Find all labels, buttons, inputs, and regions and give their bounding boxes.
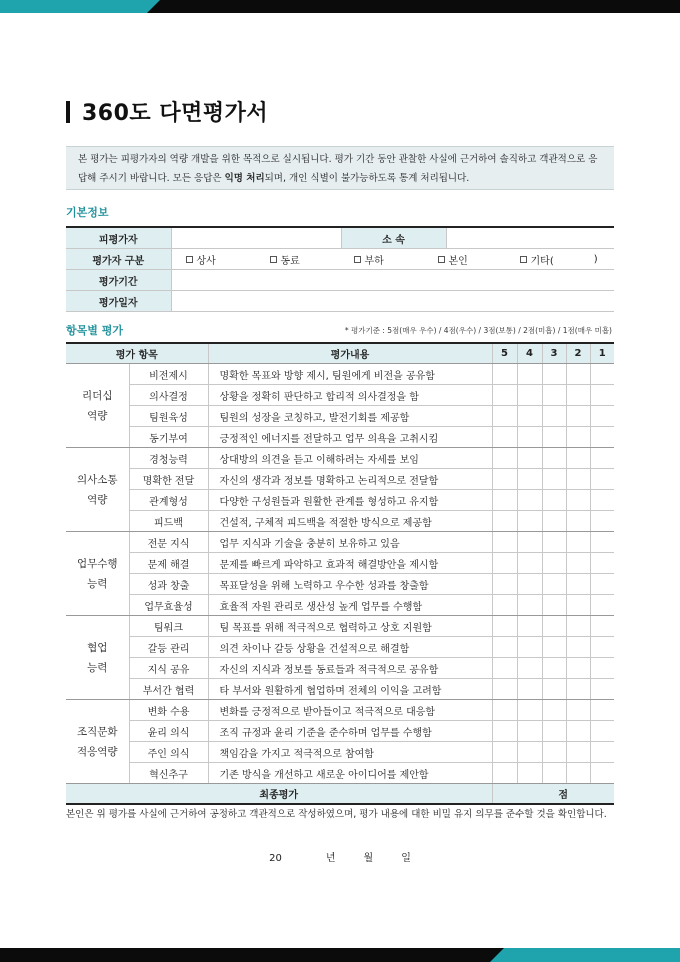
category-cell	[66, 364, 129, 448]
item-content: 타 부서와 원활하게 협업하며 전체의 이익을 고려함	[208, 679, 492, 700]
table-row	[66, 700, 614, 721]
signature-date	[0, 849, 680, 864]
score-cell-5[interactable]	[492, 637, 517, 658]
score-cell-3[interactable]	[542, 742, 566, 763]
score-cell-1[interactable]	[590, 511, 614, 532]
item-label: 변화 수용	[129, 700, 208, 721]
item-label: 경청능력	[129, 448, 208, 469]
item-content: 문제를 빠르게 파악하고 효과적 해결방안을 제시함	[208, 553, 492, 574]
table-row	[66, 763, 614, 784]
evaluator-option-self[interactable]: 본인	[438, 252, 520, 267]
item-content: 효율적 자원 관리로 생산성 높게 업무를 수행함	[208, 595, 492, 616]
item-label: 주인 의식	[129, 742, 208, 763]
item-content: 책임감을 가지고 적극적으로 참여함	[208, 742, 492, 763]
score-cell-1[interactable]	[590, 700, 614, 721]
score-cell-4[interactable]	[517, 406, 542, 427]
score-cell-1[interactable]	[590, 448, 614, 469]
evaluator-type-label: 평가자 구분	[66, 249, 171, 270]
header-score-5: 5	[492, 343, 517, 364]
intro-text-2: 되며, 개인 식별이 불가능하도록 통계 처리됩니다.	[264, 173, 470, 184]
period-label: 평가기간	[66, 270, 171, 291]
header-score-3: 3	[542, 343, 566, 364]
score-cell-4[interactable]	[517, 448, 542, 469]
score-cell-2[interactable]	[566, 511, 590, 532]
item-content: 자신의 지식과 정보를 동료들과 적극적으로 공유함	[208, 658, 492, 679]
score-cell-3[interactable]	[542, 658, 566, 679]
table-row	[66, 679, 614, 700]
top-decor-bar	[0, 0, 680, 13]
score-cell-5[interactable]	[492, 679, 517, 700]
score-cell-5[interactable]	[492, 742, 517, 763]
table-row	[66, 427, 614, 448]
table-row	[66, 658, 614, 679]
score-cell-1[interactable]	[590, 490, 614, 511]
score-cell-4[interactable]	[517, 364, 542, 385]
category-label: 협업	[87, 641, 108, 654]
score-cell-2[interactable]	[566, 763, 590, 784]
checkbox-icon[interactable]	[270, 256, 277, 263]
item-content: 긍정적인 에너지를 전달하고 업무 의욕을 고취시킴	[208, 427, 492, 448]
item-label: 성과 창출	[129, 574, 208, 595]
score-cell-1[interactable]	[590, 427, 614, 448]
item-content: 의견 차이나 갈등 상황을 건설적으로 해결함	[208, 637, 492, 658]
score-cell-5[interactable]	[492, 721, 517, 742]
score-cell-2[interactable]	[566, 742, 590, 763]
item-label: 윤리 의식	[129, 721, 208, 742]
category-label: 의사소통	[76, 473, 118, 486]
header-score-1: 1	[590, 343, 614, 364]
item-content: 명확한 목표와 방향 제시, 팀원에게 비전을 공유함	[208, 364, 492, 385]
score-cell-1[interactable]	[590, 658, 614, 679]
final-evaluation-unit[interactable]: 점	[492, 784, 614, 805]
score-cell-4[interactable]	[517, 658, 542, 679]
basic-info-heading: 기본정보	[66, 206, 109, 219]
score-cell-1[interactable]	[590, 595, 614, 616]
score-cell-3[interactable]	[542, 511, 566, 532]
item-label: 의사결정	[129, 385, 208, 406]
score-cell-4[interactable]	[517, 532, 542, 553]
score-cell-4[interactable]	[517, 742, 542, 763]
score-cell-1[interactable]	[590, 469, 614, 490]
item-content: 건설적, 구체적 피드백을 적절한 방식으로 제공함	[208, 511, 492, 532]
score-cell-5[interactable]	[492, 595, 517, 616]
category-label: 조직문화	[76, 725, 118, 738]
table-row	[66, 406, 614, 427]
category-cell	[66, 448, 129, 532]
score-cell-5[interactable]	[492, 364, 517, 385]
item-label: 팀워크	[129, 616, 208, 637]
item-label: 관계형성	[129, 490, 208, 511]
item-label: 문제 해결	[129, 553, 208, 574]
score-cell-4[interactable]	[517, 763, 542, 784]
item-label: 팀원육성	[129, 406, 208, 427]
category-label: 능력	[87, 661, 108, 674]
score-cell-4[interactable]	[517, 511, 542, 532]
score-cell-1[interactable]	[590, 721, 614, 742]
score-cell-2[interactable]	[566, 427, 590, 448]
score-cell-4[interactable]	[517, 616, 542, 637]
checkbox-icon[interactable]	[520, 256, 527, 263]
title-marker	[66, 101, 70, 123]
score-cell-3[interactable]	[542, 637, 566, 658]
score-cell-2[interactable]	[566, 721, 590, 742]
score-cell-5[interactable]	[492, 700, 517, 721]
table-row	[66, 574, 614, 595]
score-cell-2[interactable]	[566, 658, 590, 679]
score-cell-2[interactable]	[566, 406, 590, 427]
header-content: 평가내용	[208, 343, 492, 364]
score-cell-5[interactable]	[492, 553, 517, 574]
score-cell-4[interactable]	[517, 595, 542, 616]
basic-info-table	[66, 226, 614, 312]
evaluator-option-subordinate[interactable]: 부하	[354, 252, 438, 267]
score-cell-5[interactable]	[492, 448, 517, 469]
evaluator-type-options	[171, 249, 614, 270]
score-cell-2[interactable]	[566, 679, 590, 700]
item-content: 목표달성을 위해 노력하고 우수한 성과를 창출함	[208, 574, 492, 595]
checkbox-icon[interactable]	[354, 256, 361, 263]
score-cell-4[interactable]	[517, 553, 542, 574]
score-cell-4[interactable]	[517, 721, 542, 742]
final-evaluation-label: 최종평가	[66, 784, 492, 805]
date-label: 평가일자	[66, 291, 171, 312]
score-cell-1[interactable]	[590, 364, 614, 385]
category-label: 역량	[87, 409, 108, 422]
score-cell-5[interactable]	[492, 490, 517, 511]
evaluatee-field[interactable]	[171, 227, 341, 249]
item-label: 전문 지식	[129, 532, 208, 553]
score-cell-1[interactable]	[590, 637, 614, 658]
period-field[interactable]	[171, 270, 614, 291]
score-cell-2[interactable]	[566, 595, 590, 616]
table-row	[66, 616, 614, 637]
table-row	[66, 490, 614, 511]
date-year-label: 년	[325, 853, 336, 864]
header-item: 평가 항목	[66, 343, 208, 364]
date-day-label: 일	[401, 853, 411, 864]
score-cell-4[interactable]	[517, 427, 542, 448]
table-row	[66, 595, 614, 616]
table-row	[66, 511, 614, 532]
table-row	[66, 448, 614, 469]
evaluator-option-boss[interactable]: 상사	[186, 252, 270, 267]
score-cell-3[interactable]	[542, 427, 566, 448]
score-cell-5[interactable]	[492, 532, 517, 553]
score-cell-1[interactable]	[590, 679, 614, 700]
score-cell-1[interactable]	[590, 763, 614, 784]
score-cell-3[interactable]	[542, 553, 566, 574]
item-label: 비전제시	[129, 364, 208, 385]
score-cell-2[interactable]	[566, 574, 590, 595]
item-content: 팀원의 성장을 코칭하고, 발전기회를 제공함	[208, 406, 492, 427]
score-cell-4[interactable]	[517, 469, 542, 490]
score-cell-3[interactable]	[542, 385, 566, 406]
score-cell-3[interactable]	[542, 406, 566, 427]
evaluation-table	[66, 342, 614, 805]
score-cell-3[interactable]	[542, 364, 566, 385]
score-cell-5[interactable]	[492, 616, 517, 637]
confirmation-statement: 본인은 위 평가를 사실에 근거하여 공정하고 객관적으로 작성하였으며, 평가 내용에 대한 비밀 유지 의무를 준수할 것을 확인합니다.	[66, 809, 607, 820]
intro-text-1: 본 평가는 피평가자의 역량 개발을 위한 목적으로 실시됩니다. 평가 기간 동안 관찰한 사실에 근거하여 솔직하고 객관적으로 응답해 주시기 바랍니다. 모든 응답은	[78, 154, 598, 184]
item-label: 지식 공유	[129, 658, 208, 679]
evaluation-heading: 항목별 평가	[66, 324, 123, 337]
evaluatee-label: 피평가자	[66, 227, 171, 249]
score-cell-3[interactable]	[542, 595, 566, 616]
item-label: 갈등 관리	[129, 637, 208, 658]
item-content: 팀 목표를 위해 적극적으로 협력하고 상호 지원함	[208, 616, 492, 637]
affiliation-field[interactable]	[446, 227, 614, 249]
item-label: 피드백	[129, 511, 208, 532]
table-row	[66, 721, 614, 742]
score-cell-5[interactable]	[492, 658, 517, 679]
table-row	[66, 532, 614, 553]
score-cell-3[interactable]	[542, 763, 566, 784]
item-content: 조직 규정과 윤리 기준을 준수하며 업무를 수행함	[208, 721, 492, 742]
category-label: 능력	[87, 577, 108, 590]
page-title	[66, 96, 268, 127]
intro-box	[66, 146, 614, 190]
score-cell-1[interactable]	[590, 532, 614, 553]
item-label: 명확한 전달	[129, 469, 208, 490]
header-score-4: 4	[517, 343, 542, 364]
score-cell-4[interactable]	[517, 637, 542, 658]
category-label: 역량	[87, 493, 108, 506]
item-label: 혁신추구	[129, 763, 208, 784]
table-row	[66, 553, 614, 574]
checkbox-icon[interactable]	[186, 256, 193, 263]
category-label: 적응역량	[76, 745, 118, 758]
item-content: 기존 방식을 개선하고 새로운 아이디어를 제안함	[208, 763, 492, 784]
checkbox-icon[interactable]	[438, 256, 445, 263]
score-cell-3[interactable]	[542, 700, 566, 721]
score-cell-2[interactable]	[566, 700, 590, 721]
table-row	[66, 742, 614, 763]
score-cell-5[interactable]	[492, 427, 517, 448]
score-cell-4[interactable]	[517, 385, 542, 406]
score-cell-3[interactable]	[542, 616, 566, 637]
evaluator-option-peer[interactable]: 동료	[270, 252, 354, 267]
score-cell-3[interactable]	[542, 469, 566, 490]
score-cell-2[interactable]	[566, 469, 590, 490]
category-cell	[66, 532, 129, 616]
score-cell-4[interactable]	[517, 700, 542, 721]
criteria-note: * 평가기준 : 5점(매우 우수) / 4점(우수) / 3점(보통) / 2점(미흡) / 1점(매우 미흡)	[344, 326, 612, 335]
score-cell-3[interactable]	[542, 490, 566, 511]
score-cell-2[interactable]	[566, 490, 590, 511]
score-cell-4[interactable]	[517, 490, 542, 511]
item-content: 상황을 정확히 판단하고 합리적 의사결정을 함	[208, 385, 492, 406]
score-cell-5[interactable]	[492, 763, 517, 784]
score-cell-3[interactable]	[542, 679, 566, 700]
bottom-decor-bar	[0, 948, 680, 962]
category-label: 리더십	[82, 389, 113, 402]
score-cell-2[interactable]	[566, 637, 590, 658]
table-row	[66, 469, 614, 490]
score-cell-3[interactable]	[542, 721, 566, 742]
score-cell-1[interactable]	[590, 553, 614, 574]
intro-emphasis: 익명 처리	[224, 173, 265, 184]
score-cell-5[interactable]	[492, 469, 517, 490]
score-cell-3[interactable]	[542, 574, 566, 595]
evaluator-option-other[interactable]: 기타( )	[520, 252, 598, 267]
date-month-label: 월	[363, 853, 374, 864]
score-cell-4[interactable]	[517, 679, 542, 700]
score-cell-2[interactable]	[566, 616, 590, 637]
item-content: 업무 지식과 기술을 충분히 보유하고 있음	[208, 532, 492, 553]
score-cell-5[interactable]	[492, 406, 517, 427]
score-cell-2[interactable]	[566, 532, 590, 553]
title-text: 360도 다면평가서	[82, 101, 269, 126]
score-cell-5[interactable]	[492, 511, 517, 532]
affiliation-label: 소 속	[341, 227, 446, 249]
item-content: 다양한 구성원들과 원활한 관계를 형성하고 유지함	[208, 490, 492, 511]
category-label: 업무수행	[76, 557, 118, 570]
score-cell-3[interactable]	[542, 532, 566, 553]
category-cell	[66, 700, 129, 784]
table-row	[66, 364, 614, 385]
score-cell-2[interactable]	[566, 364, 590, 385]
date-field[interactable]	[171, 291, 614, 312]
category-cell	[66, 616, 129, 700]
date-year-prefix: 20	[269, 853, 282, 864]
score-cell-5[interactable]	[492, 574, 517, 595]
score-cell-5[interactable]	[492, 385, 517, 406]
item-content: 변화를 긍정적으로 받아들이고 적극적으로 대응함	[208, 700, 492, 721]
table-row	[66, 385, 614, 406]
score-cell-2[interactable]	[566, 553, 590, 574]
header-score-2: 2	[566, 343, 590, 364]
score-cell-1[interactable]	[590, 385, 614, 406]
score-cell-1[interactable]	[590, 742, 614, 763]
score-cell-3[interactable]	[542, 448, 566, 469]
table-row	[66, 637, 614, 658]
item-label: 업무효율성	[129, 595, 208, 616]
score-cell-4[interactable]	[517, 574, 542, 595]
item-content: 자신의 생각과 정보를 명확하고 논리적으로 전달함	[208, 469, 492, 490]
score-cell-1[interactable]	[590, 406, 614, 427]
score-cell-2[interactable]	[566, 385, 590, 406]
score-cell-1[interactable]	[590, 616, 614, 637]
item-label: 부서간 협력	[129, 679, 208, 700]
score-cell-1[interactable]	[590, 574, 614, 595]
score-cell-2[interactable]	[566, 448, 590, 469]
item-label: 동기부여	[129, 427, 208, 448]
item-content: 상대방의 의견을 듣고 이해하려는 자세를 보임	[208, 448, 492, 469]
